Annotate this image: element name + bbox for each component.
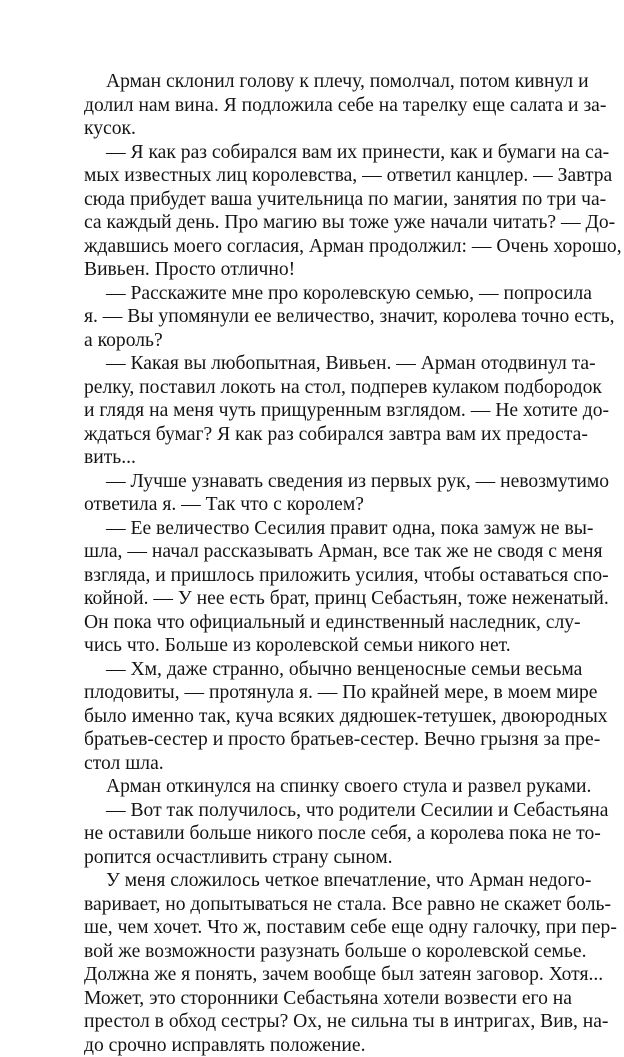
paragraph [84,141,546,282]
text-line: — Какая вы любопытная, Вивьен. — Арман отодвинул та- [84,352,546,376]
text-line: ждаться бумаг? Я как раз собирался завтра вам их предоста- [84,423,546,447]
text-line: релку, поставил локоть на стол, подперев кулаком подбородок [84,376,546,400]
text-line: — Расскажите мне про королевскую семью, — попросила [84,282,546,306]
text-line: взгляда, и пришлось приложить усилия, чтобы оставаться спо- [84,564,546,588]
text-line: — Ее величество Сесилия правит одна, пока замуж не вы- [84,517,546,541]
paragraph [84,658,546,776]
paragraph [84,470,546,517]
text-line: было именно так, куча всяких дядюшек-тетушек, двоюродных [84,705,546,729]
text-line: — Хм, даже странно, обычно венценосные семьи весьма [84,658,546,682]
paragraph [84,352,546,470]
text-line: Вивьен. Просто отлично! [84,258,546,282]
text-line: чись что. Больше из королевской семьи никого нет. [84,634,546,658]
text-line: сюда прибудет ваша учительница по магии, занятия по три ча- [84,188,546,212]
text-line: Он пока что официальный и единственный наследник, слу- [84,611,546,635]
text-line: стол шла. [84,752,546,776]
text-line: вить... [84,446,546,470]
text-line: не оставили больше никого после себя, а королева пока не то- [84,822,546,846]
text-line: кусок. [84,117,546,141]
text-line: Арман откинулся на спинку своего стула и развел руками. [84,775,546,799]
text-line: Может, это сторонники Себастьяна хотели возвести его на [84,987,546,1011]
text-line: У меня сложилось четкое впечатление, что Арман недого- [84,869,546,893]
text-line: Арман склонил голову к плечу, помолчал, потом кивнул и [84,70,546,94]
paragraph [84,70,546,141]
text-line: варивает, но допытываться не стала. Все равно не скажет боль- [84,893,546,917]
text-line: — Я как раз собирался вам их принести, как и бумаги на са- [84,141,546,165]
text-line: я. — Вы упомянули ее величество, значит, королева точно есть, [84,305,546,329]
page-text [84,70,546,1057]
text-line: ответила я. — Так что с королем? [84,493,546,517]
text-line: са каждый день. Про магию вы тоже уже начали читать? — До- [84,211,546,235]
text-line: — Вот так получилось, что родители Сесилии и Себастьяна [84,799,546,823]
paragraph [84,869,546,1057]
text-line: и глядя на меня чуть прищуренным взглядом. — Не хотите до- [84,399,546,423]
paragraph [84,517,546,658]
text-line: ждавшись моего согласия, Арман продолжил: — Очень хорошо, [84,235,546,259]
text-line: а король? [84,329,546,353]
text-line: Должна же я понять, зачем вообще был затеян заговор. Хотя... [84,963,546,987]
text-line: вой же возможности разузнать больше о королевской семье. [84,940,546,964]
paragraph [84,775,546,799]
text-line: до срочно исправлять положение. [84,1034,546,1057]
paragraph [84,282,546,353]
text-line: плодовиты, — протянула я. — По крайней мере, в моем мире [84,681,546,705]
text-line: престол в обход сестры? Ох, не сильна ты в интригах, Вив, на- [84,1010,546,1034]
text-line: братьев-сестер и просто братьев-сестер. Вечно грызня за пре- [84,728,546,752]
text-line: мых известных лиц королевства, — ответил канцлер. — Завтра [84,164,546,188]
text-line: — Лучше узнавать сведения из первых рук, — невозмутимо [84,470,546,494]
text-line: койной. — У нее есть брат, принц Себастьян, тоже неженатый. [84,587,546,611]
text-line: ропится осчастливить страну сыном. [84,846,546,870]
text-line: ше, чем хочет. Что ж, поставим себе еще одну галочку, при пер- [84,916,546,940]
text-line: шла, — начал рассказывать Арман, все так же не сводя с меня [84,540,546,564]
text-line: долил нам вина. Я подложила себе на тарелку еще салата и за- [84,94,546,118]
paragraph [84,799,546,870]
